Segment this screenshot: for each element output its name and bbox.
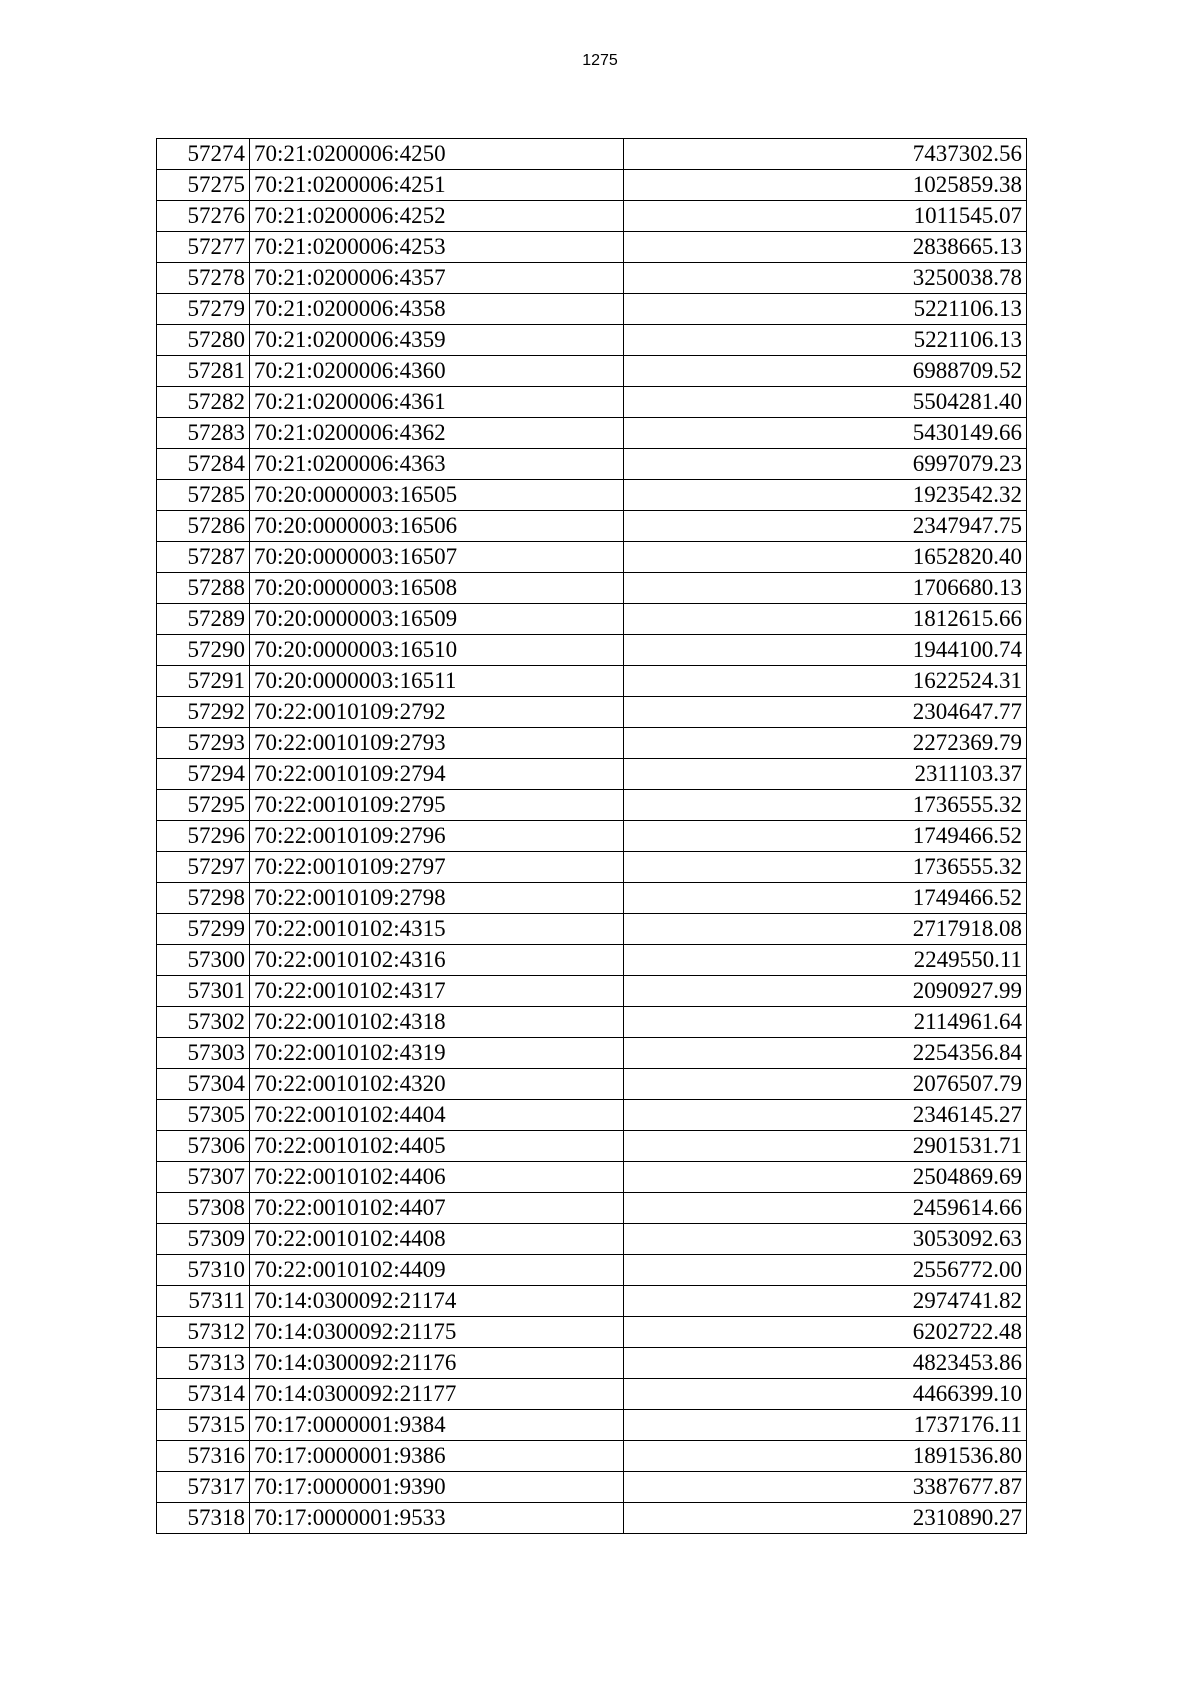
row-number-cell: 57311 [157, 1286, 250, 1317]
cadastral-number-cell: 70:22:0010102:4405 [250, 1131, 624, 1162]
cadastral-number-cell: 70:21:0200006:4250 [250, 139, 624, 170]
cadastral-number-cell: 70:20:0000003:16510 [250, 635, 624, 666]
table-row [157, 1286, 1027, 1317]
row-number-cell: 57277 [157, 232, 250, 263]
table-row [157, 418, 1027, 449]
cadastral-number-cell: 70:21:0200006:4363 [250, 449, 624, 480]
table-row [157, 1317, 1027, 1348]
cadastral-value-cell: 2504869.69 [624, 1162, 1027, 1193]
row-number-cell: 57306 [157, 1131, 250, 1162]
table-row [157, 1162, 1027, 1193]
cadastral-number-cell: 70:21:0200006:4361 [250, 387, 624, 418]
row-number-cell: 57297 [157, 852, 250, 883]
table-row [157, 790, 1027, 821]
table-row [157, 635, 1027, 666]
row-number-cell: 57284 [157, 449, 250, 480]
table-row [157, 356, 1027, 387]
cadastral-value-cell: 2974741.82 [624, 1286, 1027, 1317]
table-row [157, 1038, 1027, 1069]
table-row [157, 387, 1027, 418]
cadastral-value-cell: 2717918.08 [624, 914, 1027, 945]
table-body [157, 139, 1027, 1534]
cadastral-number-cell: 70:22:0010102:4409 [250, 1255, 624, 1286]
cadastral-value-cell: 2272369.79 [624, 728, 1027, 759]
row-number-cell: 57307 [157, 1162, 250, 1193]
row-number-cell: 57308 [157, 1193, 250, 1224]
row-number-cell: 57301 [157, 976, 250, 1007]
row-number-cell: 57316 [157, 1441, 250, 1472]
cadastral-number-cell: 70:14:0300092:21177 [250, 1379, 624, 1410]
row-number-cell: 57281 [157, 356, 250, 387]
cadastral-number-cell: 70:22:0010102:4316 [250, 945, 624, 976]
cadastral-value-cell: 1923542.32 [624, 480, 1027, 511]
table-row [157, 511, 1027, 542]
cadastral-value-cell: 1749466.52 [624, 883, 1027, 914]
row-number-cell: 57300 [157, 945, 250, 976]
cadastral-value-cell: 6202722.48 [624, 1317, 1027, 1348]
cadastral-number-cell: 70:22:0010109:2793 [250, 728, 624, 759]
row-number-cell: 57315 [157, 1410, 250, 1441]
cadastral-number-cell: 70:22:0010102:4320 [250, 1069, 624, 1100]
cadastral-value-cell: 2459614.66 [624, 1193, 1027, 1224]
table-row [157, 728, 1027, 759]
table-row [157, 666, 1027, 697]
cadastral-value-cell: 1011545.07 [624, 201, 1027, 232]
cadastral-number-cell: 70:22:0010102:4404 [250, 1100, 624, 1131]
cadastral-number-cell: 70:21:0200006:4251 [250, 170, 624, 201]
cadastral-number-cell: 70:14:0300092:21175 [250, 1317, 624, 1348]
cadastral-value-cell: 5430149.66 [624, 418, 1027, 449]
table-row [157, 1379, 1027, 1410]
cadastral-value-table [156, 138, 1027, 1534]
table-row [157, 1255, 1027, 1286]
table-row [157, 1441, 1027, 1472]
table-row [157, 573, 1027, 604]
table-row [157, 976, 1027, 1007]
row-number-cell: 57292 [157, 697, 250, 728]
cadastral-number-cell: 70:17:0000001:9384 [250, 1410, 624, 1441]
row-number-cell: 57313 [157, 1348, 250, 1379]
row-number-cell: 57286 [157, 511, 250, 542]
cadastral-value-cell: 5221106.13 [624, 325, 1027, 356]
table-row [157, 604, 1027, 635]
row-number-cell: 57309 [157, 1224, 250, 1255]
cadastral-number-cell: 70:22:0010102:4318 [250, 1007, 624, 1038]
row-number-cell: 57278 [157, 263, 250, 294]
cadastral-number-cell: 70:17:0000001:9533 [250, 1503, 624, 1534]
cadastral-value-cell: 1652820.40 [624, 542, 1027, 573]
cadastral-number-cell: 70:22:0010102:4319 [250, 1038, 624, 1069]
table-row [157, 1007, 1027, 1038]
table-row [157, 294, 1027, 325]
cadastral-value-cell: 1944100.74 [624, 635, 1027, 666]
cadastral-value-cell: 1025859.38 [624, 170, 1027, 201]
cadastral-number-cell: 70:14:0300092:21176 [250, 1348, 624, 1379]
cadastral-number-cell: 70:22:0010109:2795 [250, 790, 624, 821]
cadastral-number-cell: 70:21:0200006:4359 [250, 325, 624, 356]
cadastral-value-cell: 3053092.63 [624, 1224, 1027, 1255]
cadastral-number-cell: 70:21:0200006:4358 [250, 294, 624, 325]
table-row [157, 883, 1027, 914]
table-row [157, 1131, 1027, 1162]
cadastral-value-cell: 3387677.87 [624, 1472, 1027, 1503]
table-row [157, 1472, 1027, 1503]
cadastral-number-cell: 70:22:0010102:4317 [250, 976, 624, 1007]
table-row [157, 821, 1027, 852]
table-row [157, 945, 1027, 976]
row-number-cell: 57299 [157, 914, 250, 945]
cadastral-value-cell: 5504281.40 [624, 387, 1027, 418]
cadastral-number-cell: 70:20:0000003:16508 [250, 573, 624, 604]
cadastral-value-cell: 5221106.13 [624, 294, 1027, 325]
table-row [157, 325, 1027, 356]
cadastral-value-cell: 1737176.11 [624, 1410, 1027, 1441]
cadastral-value-cell: 1706680.13 [624, 573, 1027, 604]
row-number-cell: 57312 [157, 1317, 250, 1348]
row-number-cell: 57295 [157, 790, 250, 821]
cadastral-value-cell: 2090927.99 [624, 976, 1027, 1007]
cadastral-number-cell: 70:22:0010109:2796 [250, 821, 624, 852]
table-row [157, 697, 1027, 728]
cadastral-value-cell: 2310890.27 [624, 1503, 1027, 1534]
cadastral-value-cell: 6997079.23 [624, 449, 1027, 480]
cadastral-number-cell: 70:20:0000003:16507 [250, 542, 624, 573]
table-row [157, 914, 1027, 945]
row-number-cell: 57274 [157, 139, 250, 170]
cadastral-number-cell: 70:21:0200006:4360 [250, 356, 624, 387]
cadastral-value-cell: 2114961.64 [624, 1007, 1027, 1038]
table-row [157, 1503, 1027, 1534]
cadastral-value-cell: 1736555.32 [624, 790, 1027, 821]
row-number-cell: 57296 [157, 821, 250, 852]
row-number-cell: 57276 [157, 201, 250, 232]
cadastral-number-cell: 70:22:0010102:4407 [250, 1193, 624, 1224]
cadastral-value-cell: 2901531.71 [624, 1131, 1027, 1162]
table-row [157, 139, 1027, 170]
row-number-cell: 57310 [157, 1255, 250, 1286]
cadastral-number-cell: 70:20:0000003:16505 [250, 480, 624, 511]
row-number-cell: 57318 [157, 1503, 250, 1534]
cadastral-value-cell: 7437302.56 [624, 139, 1027, 170]
row-number-cell: 57298 [157, 883, 250, 914]
table-row [157, 263, 1027, 294]
cadastral-number-cell: 70:22:0010109:2797 [250, 852, 624, 883]
row-number-cell: 57275 [157, 170, 250, 201]
row-number-cell: 57279 [157, 294, 250, 325]
cadastral-value-cell: 2254356.84 [624, 1038, 1027, 1069]
row-number-cell: 57283 [157, 418, 250, 449]
cadastral-number-cell: 70:21:0200006:4253 [250, 232, 624, 263]
table-row [157, 480, 1027, 511]
cadastral-number-cell: 70:22:0010102:4406 [250, 1162, 624, 1193]
table-row [157, 1100, 1027, 1131]
row-number-cell: 57288 [157, 573, 250, 604]
page-number: 1275 [582, 52, 618, 69]
row-number-cell: 57280 [157, 325, 250, 356]
cadastral-number-cell: 70:14:0300092:21174 [250, 1286, 624, 1317]
cadastral-number-cell: 70:22:0010109:2798 [250, 883, 624, 914]
cadastral-value-cell: 4466399.10 [624, 1379, 1027, 1410]
cadastral-number-cell: 70:21:0200006:4357 [250, 263, 624, 294]
table-row [157, 759, 1027, 790]
cadastral-value-cell: 2556772.00 [624, 1255, 1027, 1286]
table-row [157, 1224, 1027, 1255]
cadastral-value-cell: 6988709.52 [624, 356, 1027, 387]
row-number-cell: 57287 [157, 542, 250, 573]
row-number-cell: 57290 [157, 635, 250, 666]
cadastral-value-cell: 2346145.27 [624, 1100, 1027, 1131]
cadastral-value-cell: 1891536.80 [624, 1441, 1027, 1472]
row-number-cell: 57294 [157, 759, 250, 790]
row-number-cell: 57303 [157, 1038, 250, 1069]
cadastral-number-cell: 70:17:0000001:9390 [250, 1472, 624, 1503]
cadastral-number-cell: 70:21:0200006:4362 [250, 418, 624, 449]
row-number-cell: 57317 [157, 1472, 250, 1503]
table-row [157, 1193, 1027, 1224]
table-row [157, 852, 1027, 883]
table-row [157, 1410, 1027, 1441]
cadastral-number-cell: 70:22:0010109:2792 [250, 697, 624, 728]
cadastral-value-cell: 2838665.13 [624, 232, 1027, 263]
row-number-cell: 57304 [157, 1069, 250, 1100]
cadastral-number-cell: 70:22:0010109:2794 [250, 759, 624, 790]
row-number-cell: 57282 [157, 387, 250, 418]
row-number-cell: 57305 [157, 1100, 250, 1131]
row-number-cell: 57314 [157, 1379, 250, 1410]
cadastral-value-cell: 2311103.37 [624, 759, 1027, 790]
table-row [157, 542, 1027, 573]
row-number-cell: 57289 [157, 604, 250, 635]
table-row [157, 1069, 1027, 1100]
row-number-cell: 57285 [157, 480, 250, 511]
cadastral-value-cell: 3250038.78 [624, 263, 1027, 294]
cadastral-value-cell: 1622524.31 [624, 666, 1027, 697]
cadastral-number-cell: 70:20:0000003:16511 [250, 666, 624, 697]
row-number-cell: 57302 [157, 1007, 250, 1038]
table-row [157, 1348, 1027, 1379]
cadastral-number-cell: 70:22:0010102:4315 [250, 914, 624, 945]
table-row [157, 170, 1027, 201]
cadastral-number-cell: 70:20:0000003:16506 [250, 511, 624, 542]
cadastral-value-cell: 2347947.75 [624, 511, 1027, 542]
row-number-cell: 57291 [157, 666, 250, 697]
cadastral-value-cell: 2249550.11 [624, 945, 1027, 976]
cadastral-value-cell: 2076507.79 [624, 1069, 1027, 1100]
row-number-cell: 57293 [157, 728, 250, 759]
cadastral-number-cell: 70:22:0010102:4408 [250, 1224, 624, 1255]
cadastral-number-cell: 70:21:0200006:4252 [250, 201, 624, 232]
cadastral-value-cell: 4823453.86 [624, 1348, 1027, 1379]
table-row [157, 201, 1027, 232]
cadastral-value-cell: 1812615.66 [624, 604, 1027, 635]
cadastral-number-cell: 70:17:0000001:9386 [250, 1441, 624, 1472]
table-row [157, 232, 1027, 263]
cadastral-value-cell: 2304647.77 [624, 697, 1027, 728]
cadastral-value-cell: 1749466.52 [624, 821, 1027, 852]
table-row [157, 449, 1027, 480]
cadastral-value-cell: 1736555.32 [624, 852, 1027, 883]
cadastral-number-cell: 70:20:0000003:16509 [250, 604, 624, 635]
